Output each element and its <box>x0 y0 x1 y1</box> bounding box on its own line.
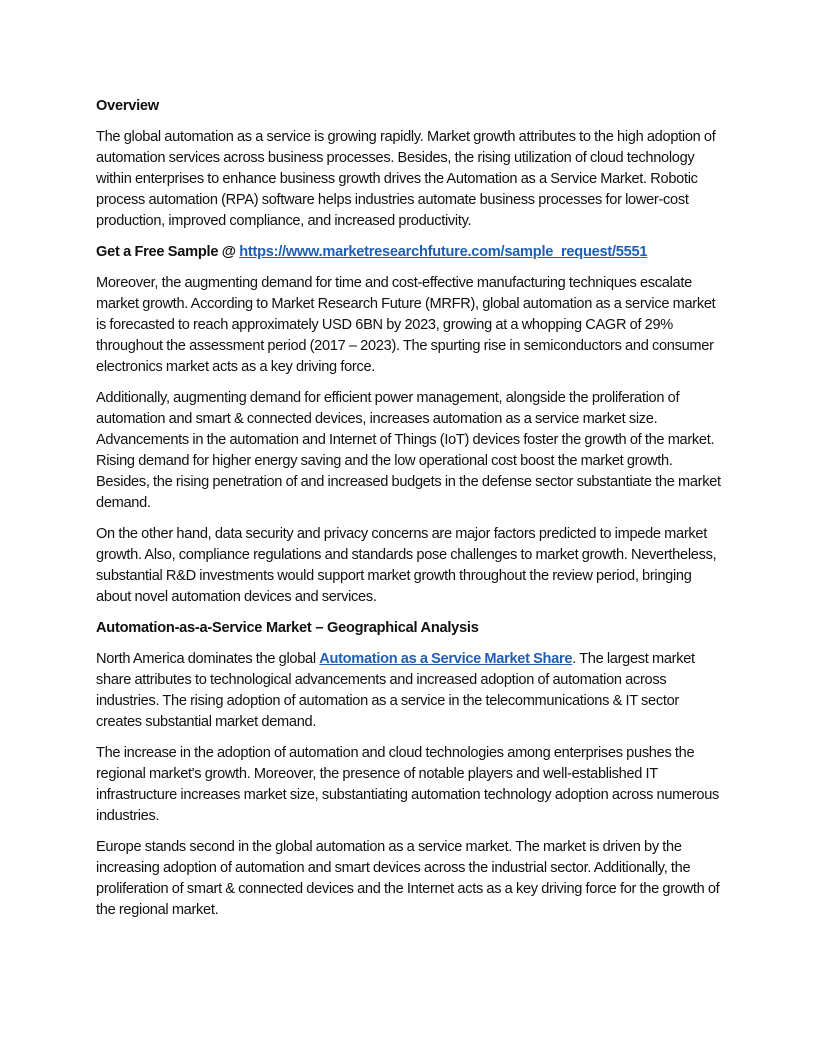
overview-paragraph: The global automation as a service is growing rapidly. Market growth attributes to the high adoption of automation services across business processes. Besides, the rising utilization of cloud technology within enterprises to enhance business growth drives the Automation as a Service Market. Robotic process automation (RPA) software helps industries automate business processes for lower-cost production, improved compliance, and increased productivity. <box>96 129 716 229</box>
free-sample-label: Get a Free Sample @ <box>96 244 240 260</box>
regional-growth-paragraph: The increase in the adoption of automation and cloud technologies among enterprises pushes the regional market's growth. Moreover, the presence of notable players and well-established IT infrastructure increases market size, substantiating automation technology adoption across numerous industries. <box>96 745 720 824</box>
north-america-text-start: North America dominates the global <box>96 651 320 667</box>
sample-request-link[interactable]: https://www.marketresearchfuture.com/sample_request/5551 <box>239 244 648 260</box>
north-america-paragraph <box>96 649 726 733</box>
overview-heading: Overview <box>96 98 159 114</box>
europe-paragraph: Europe stands second in the global automation as a service market. The market is driven by the increasing adoption of automation and smart devices across the industrial sector. Additionally, the proliferation of smart & connected devices and the Internet acts as a key driving force for the growth of the regional market. <box>96 839 720 918</box>
document-page <box>96 96 726 931</box>
free-sample-line <box>96 242 726 263</box>
north-america-text-end: . The largest market share attributes to technological advancements and increased adoption of automation across industries. The rising adoption of automation as a service in the telecommunications & IT sector creates substantial market demand. <box>96 651 695 730</box>
market-share-link[interactable]: Automation as a Service Market Share <box>319 651 573 667</box>
market-forecast-paragraph: Moreover, the augmenting demand for time and cost-effective manufacturing techniques escalate market growth. According to Market Research Future (MRFR), global automation as a service market is forecasted to reach approximately USD 6BN by 2023, growing at a whopping CAGR of 29% throughout the assessment period (2017 – 2023). The spurting rise in semiconductors and consumer electronics market acts as a key driving force. <box>96 275 716 375</box>
drivers-paragraph: Additionally, augmenting demand for efficient power management, alongside the proliferation of automation and smart & connected devices, increases automation as a service market size. Advancements in the automation and Internet of Things (IoT) devices foster the growth of the market. Rising demand for higher energy saving and the low operational cost boost the market growth. Besides, the rising penetration of and increased budgets in the defense sector substantiate the market demand. <box>96 390 721 511</box>
restraints-paragraph: On the other hand, data security and privacy concerns are major factors predicted to impede market growth. Also, compliance regulations and standards pose challenges to market growth. Nevertheless, substantial R&D investments would support market growth throughout the review period, bringing about novel automation devices and services. <box>96 526 717 605</box>
geographical-analysis-heading: Automation-as-a-Service Market – Geographical Analysis <box>96 620 479 636</box>
